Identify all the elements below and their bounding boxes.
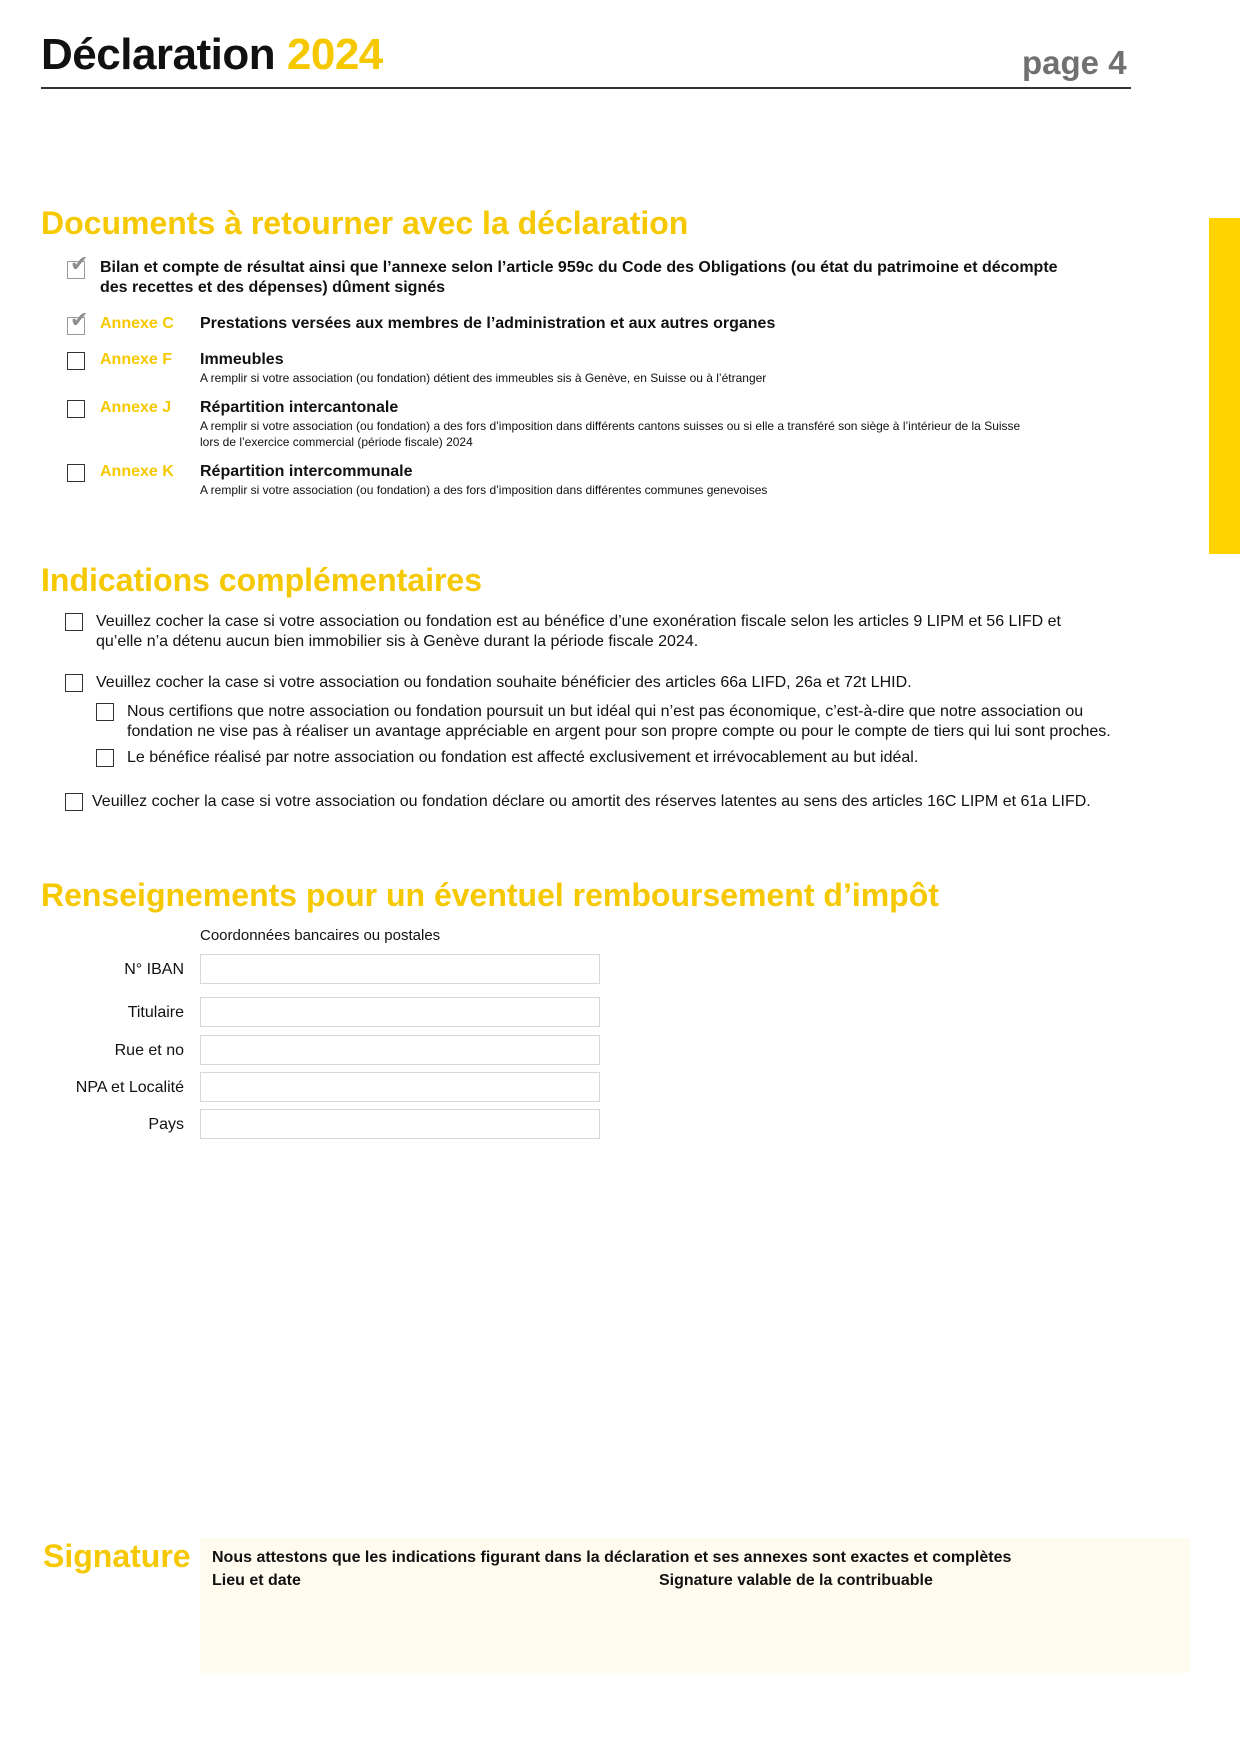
- complementary-section-title: Indications complémentaires: [41, 562, 483, 598]
- refund-section-title: Renseignements pour un éventuel remboursement d’impôt: [41, 877, 939, 913]
- annexe-j-label: Annexe J: [100, 399, 172, 416]
- header-divider: [41, 87, 1131, 89]
- titulaire-label: Titulaire: [127, 1004, 184, 1021]
- annexe-c-label: Annexe C: [100, 315, 174, 332]
- reserves-latentes-text: Veuillez cocher la case si votre association ou fondation déclare ou amortit des réserves latentes au sens des articles 16C LIPM et 61a LIFD.: [92, 793, 1091, 810]
- signature-section-title: Signature: [43, 1538, 191, 1574]
- bilan-line-1: Bilan et compte de résultat ainsi que l’annexe selon l’article 959c du Code des Obligations (ou état du patrimoine et décompte: [100, 259, 1058, 276]
- exoneration-text-1: Veuillez cocher la case si votre association ou fondation est au bénéfice d’une exonération fiscale selon les articles 9 LIPM et 56 LIFD et: [96, 613, 1061, 630]
- iban-input[interactable]: [200, 954, 600, 984]
- annexe-f-checkbox[interactable]: [67, 352, 85, 370]
- signature-label: Signature valable de la contribuable: [659, 1572, 933, 1589]
- checkmark-icon: ✔: [70, 307, 89, 332]
- annexe-f-title: Immeubles: [200, 351, 284, 368]
- annexe-f-label: Annexe F: [100, 351, 173, 368]
- bank-details-subtitle: Coordonnées bancaires ou postales: [200, 927, 441, 944]
- annexe-k-title: Répartition intercommunale: [200, 463, 413, 480]
- annexe-k-label: Annexe K: [100, 463, 174, 480]
- but-ideal-text-1: Nous certifions que notre association ou fondation poursuit un but idéal qui n’est pas économique, c’est-à-dire que notre association ou: [127, 703, 1084, 720]
- npa-localite-label: NPA et Localité: [75, 1079, 184, 1096]
- annexe-c-checkbox[interactable]: [67, 307, 89, 335]
- side-tab-marker: [1209, 218, 1240, 554]
- annexe-k-checkbox[interactable]: [67, 464, 85, 482]
- benefice-checkbox[interactable]: [96, 749, 114, 767]
- title-year: 2024: [286, 30, 383, 79]
- reserves-latentes-checkbox[interactable]: [65, 793, 83, 811]
- title-word: Déclaration: [41, 30, 276, 79]
- place-date-label: Lieu et date: [212, 1572, 301, 1589]
- npa-localite-input[interactable]: [200, 1072, 600, 1102]
- but-ideal-text-2: fondation ne vise pas à réaliser un avantage appréciable en argent pour son propre compte ou pour le compte de tiers qui lui sont proches.: [127, 723, 1111, 740]
- checkmark-icon: ✔: [70, 251, 89, 276]
- bilan-checkbox[interactable]: [67, 251, 89, 279]
- annexe-f-note: A remplir si votre association (ou fondation) détient des immeubles sis à Genève, en Suisse ou à l’étranger: [200, 371, 767, 385]
- annexe-c-title: Prestations versées aux membres de l’administration et aux autres organes: [200, 315, 776, 332]
- document-title: [41, 30, 383, 80]
- annexe-j-checkbox[interactable]: [67, 400, 85, 418]
- documents-section-title: Documents à retourner avec la déclaration: [41, 205, 689, 241]
- articles-66a-checkbox[interactable]: [65, 674, 83, 692]
- but-ideal-checkbox[interactable]: [96, 703, 114, 721]
- annexe-j-title: Répartition intercantonale: [200, 399, 399, 416]
- pays-label: Pays: [148, 1116, 184, 1133]
- exoneration-text-2: qu’elle n’a détenu aucun bien immobilier sis à Genève durant la période fiscale 2024.: [96, 633, 699, 650]
- pays-input[interactable]: [200, 1109, 600, 1139]
- annexe-k-note: A remplir si votre association (ou fondation) a des fors d’imposition dans différentes communes genevoises: [200, 483, 768, 497]
- articles-66a-text: Veuillez cocher la case si votre association ou fondation souhaite bénéficier des articles 66a LIFD, 26a et 72t LHID.: [96, 674, 912, 691]
- rue-label: Rue et no: [114, 1042, 184, 1059]
- iban-label: N° IBAN: [124, 961, 184, 978]
- benefice-text: Le bénéfice réalisé par notre association ou fondation est affecté exclusivement et irrévocablement au but idéal.: [127, 749, 919, 766]
- titulaire-input[interactable]: [200, 997, 600, 1027]
- rue-input[interactable]: [200, 1035, 600, 1065]
- annexe-j-note-1: A remplir si votre association (ou fondation) a des fors d’imposition dans différents cantons suisses ou si elle a transféré son siège à l’intérieur de la Suisse: [200, 419, 1021, 433]
- bilan-line-2: des recettes et des dépenses) dûment signés: [100, 279, 446, 296]
- annexe-j-note-2: lors de l’exercice commercial (période fiscale) 2024: [200, 435, 473, 449]
- signature-statement: Nous attestons que les indications figurant dans la déclaration et ses annexes sont exactes et complètes: [212, 1549, 1012, 1566]
- exoneration-checkbox[interactable]: [65, 613, 83, 631]
- page-number: page 4: [1022, 44, 1127, 81]
